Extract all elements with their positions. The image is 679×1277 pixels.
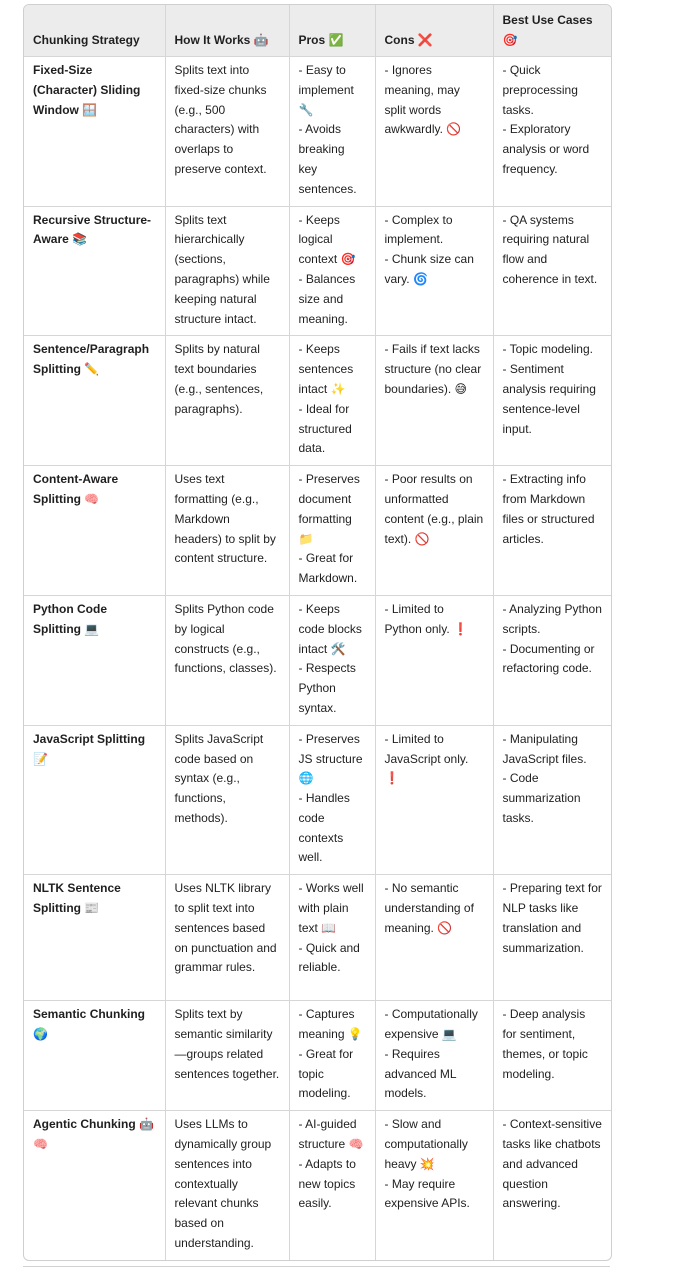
table-row — [24, 1111, 611, 1260]
chunking-strategies-table — [24, 5, 611, 1260]
table-body — [24, 57, 611, 1260]
cell-cons — [375, 1001, 493, 1111]
cons-item: - Limited to Python only. ❗ — [384, 601, 468, 636]
table-row — [24, 1001, 611, 1111]
pros-item: - Handles code contexts well. — [298, 791, 350, 865]
cons-item: - Complex to implement. — [384, 212, 453, 247]
use-item: - Exploratory analysis or word frequency. — [502, 122, 590, 176]
cell-how: Splits text by semantic similarity—groups related sentences together. — [165, 1001, 289, 1111]
header-pros: Pros ✅ — [289, 5, 375, 57]
cell-cons — [375, 1111, 493, 1260]
cell-strategy: Sentence/Paragraph Splitting ✏️ — [24, 336, 165, 466]
cons-item: - Ignores meaning, may split words awkwardly. 🚫 — [384, 63, 462, 137]
cell-pros — [289, 1001, 375, 1111]
cell-strategy: Semantic Chunking 🌍 — [24, 1001, 165, 1111]
pros-item: - Quick and reliable. — [298, 940, 360, 975]
cell-use — [493, 725, 611, 875]
cell-use — [493, 875, 611, 1001]
cell-pros — [289, 595, 375, 725]
cell-strategy: Fixed-Size (Character) Sliding Window 🪟 — [24, 57, 165, 207]
use-item: - Manipulating JavaScript files. — [502, 731, 587, 766]
pros-item: - Easy to implement 🔧 — [298, 63, 354, 117]
cell-pros — [289, 206, 375, 336]
table-row — [24, 336, 611, 466]
cell-pros — [289, 336, 375, 466]
pros-item: - Keeps code blocks intact 🛠️ — [298, 601, 362, 656]
cons-item: - May require expensive APIs. — [384, 1176, 470, 1211]
use-item: - Deep analysis for sentiment, themes, or topic modeling. — [502, 1007, 588, 1081]
header-best-use-cases: Best Use Cases 🎯 — [493, 5, 611, 57]
section-divider — [23, 1266, 610, 1267]
cell-cons — [375, 875, 493, 1001]
pros-item: - Great for topic modeling. — [298, 1046, 354, 1101]
cell-pros — [289, 725, 375, 875]
pros-item: - Preserves document formatting 📁 — [298, 472, 360, 546]
use-item: - Code summarization tasks. — [502, 771, 581, 825]
pros-item: - Preserves JS structure 🌐 — [298, 731, 363, 786]
cell-how: Uses LLMs to dynamically group sentences into contextually relevant chunks based on understanding. — [165, 1111, 289, 1260]
use-item: - Documenting or refactoring code. — [502, 641, 595, 676]
pros-item: - Balances size and meaning. — [298, 271, 356, 326]
table-row — [24, 595, 611, 725]
table-row — [24, 725, 611, 875]
cell-use — [493, 206, 611, 336]
cons-item: - Slow and computationally heavy 💥 — [384, 1117, 468, 1171]
pros-item: - Avoids breaking key sentences. — [298, 122, 357, 196]
table-row — [24, 57, 611, 207]
cell-how: Splits text into fixed-size chunks (e.g., 500 characters) with overlaps to preserve context. — [165, 57, 289, 207]
cell-cons — [375, 595, 493, 725]
cell-pros — [289, 875, 375, 1001]
cons-item: - Poor results on unformatted content (e.g., plain text). 🚫 — [384, 472, 484, 546]
cell-pros — [289, 1111, 375, 1260]
cell-how: Splits by natural text boundaries (e.g., sentences, paragraphs). — [165, 336, 289, 466]
cons-item: - Limited to JavaScript only. ❗ — [384, 731, 469, 786]
pros-item: - Keeps sentences intact ✨ — [298, 342, 354, 396]
cell-strategy: Python Code Splitting 💻 — [24, 595, 165, 725]
cons-item: - Computationally expensive 💻 — [384, 1007, 478, 1042]
cell-pros — [289, 57, 375, 207]
cell-how: Uses NLTK library to split text into sentences based on punctuation and grammar rules. — [165, 875, 289, 1001]
cons-item: - Chunk size can vary. 🌀 — [384, 252, 474, 286]
header-cons: Cons ❌ — [375, 5, 493, 57]
use-item: - Analyzing Python scripts. — [502, 601, 602, 636]
cell-strategy: NLTK Sentence Splitting 📰 — [24, 875, 165, 1001]
table-row — [24, 875, 611, 1001]
cell-use — [493, 1111, 611, 1260]
cell-cons — [375, 57, 493, 207]
cell-strategy: Recursive Structure-Aware 📚 — [24, 206, 165, 336]
cell-use — [493, 1001, 611, 1111]
pros-item: - Keeps logical context 🎯 — [298, 212, 356, 267]
cell-cons — [375, 336, 493, 466]
use-item: - QA systems requiring natural flow and coherence in text. — [502, 212, 598, 286]
pros-item: - Ideal for structured data. — [298, 401, 352, 456]
use-item: - Sentiment analysis requiring sentence-level input. — [502, 362, 596, 436]
use-item: - Preparing text for NLP tasks like translation and summarization. — [502, 881, 602, 955]
cons-item: - Fails if text lacks structure (no clear boundaries). 😅 — [384, 342, 482, 396]
table-row — [24, 206, 611, 336]
cell-how: Uses text formatting (e.g., Markdown headers) to split by content structure. — [165, 466, 289, 596]
cell-use — [493, 336, 611, 466]
use-item: - Context-sensitive tasks like chatbots and advanced question answering. — [502, 1117, 602, 1211]
pros-item: - Great for Markdown. — [298, 551, 358, 586]
header-strategy: Chunking Strategy — [24, 5, 165, 57]
cell-use — [493, 595, 611, 725]
header-how-it-works: How It Works 🤖 — [165, 5, 289, 57]
pros-item: - AI-guided structure 🧠 — [298, 1117, 364, 1152]
cell-cons — [375, 725, 493, 875]
use-item: - Quick preprocessing tasks. — [502, 63, 578, 117]
cell-strategy: Content-Aware Splitting 🧠 — [24, 466, 165, 596]
pros-item: - Respects Python syntax. — [298, 661, 356, 715]
table-row — [24, 466, 611, 596]
pros-item: - Works well with plain text 📖 — [298, 881, 364, 935]
cons-item: - No semantic understanding of meaning. 🚫 — [384, 881, 474, 935]
cell-strategy: Agentic Chunking 🤖 🧠 — [24, 1111, 165, 1260]
cell-how: Splits JavaScript code based on syntax (e.g., functions, methods). — [165, 725, 289, 875]
cell-cons — [375, 466, 493, 596]
cell-strategy: JavaScript Splitting 📝 — [24, 725, 165, 875]
comparison-table-container — [23, 4, 612, 1261]
cell-use — [493, 57, 611, 207]
cell-pros — [289, 466, 375, 596]
pros-item: - Adapts to new topics easily. — [298, 1156, 356, 1211]
use-item: - Topic modeling. — [502, 342, 593, 357]
cons-item: - Requires advanced ML models. — [384, 1046, 457, 1101]
table-header-row — [24, 5, 611, 57]
cell-use — [493, 466, 611, 596]
cell-cons — [375, 206, 493, 336]
pros-item: - Captures meaning 💡 — [298, 1007, 363, 1042]
use-item: - Extracting info from Markdown files or structured articles. — [502, 472, 595, 546]
cell-how: Splits Python code by logical constructs (e.g., functions, classes). — [165, 595, 289, 725]
cell-how: Splits text hierarchically (sections, paragraphs) while keeping natural structure intact. — [165, 206, 289, 336]
